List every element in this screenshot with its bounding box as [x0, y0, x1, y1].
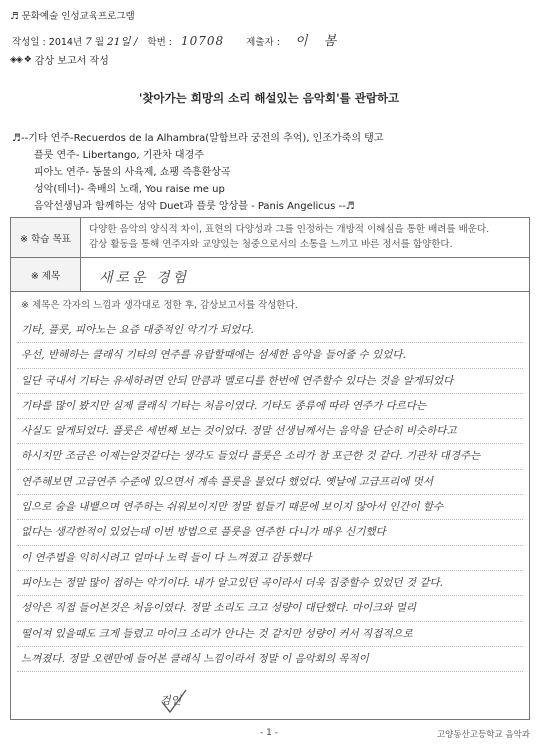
essay-line: 연주해보면 고급연주 수준에 있으면서 계속 플룻을 불었다 했었다. 옛날에 고급프리에 멋서	[17, 470, 523, 495]
stamp-text: 검인	[160, 694, 182, 707]
program-item: 성악(테너)- 축배의 노래, You raise me up	[34, 184, 225, 195]
program-title-text: 문화예술 인성교육프로그램	[21, 11, 135, 22]
essay-line: 기타를 많이 봤지만 실제 클래식 기타는 처음이였다. 기타도 종류에 따라 연주가 다르다는	[17, 394, 523, 419]
goal-label: ※ 학습 목표	[11, 218, 81, 257]
student-number-label: 학번 :	[147, 37, 172, 48]
section-label	[10, 52, 109, 67]
goal-text	[81, 218, 529, 257]
program-title	[10, 8, 135, 22]
date-label: 작성일 : 2014년	[12, 37, 83, 48]
essay-line: 떨어져 있을때도 크게 들렸고 마이크 소리가 안나는 것 같지만 성량이 커서 직접적으로	[17, 622, 523, 647]
page-number: - 1 -	[260, 728, 278, 738]
date-month: 7	[85, 36, 92, 48]
student-number: 10708	[180, 34, 225, 48]
essay-instruction: ※ 제목은 각자의 느낌과 생각대로 정한 후, 감상보고서를 작성한다.	[21, 300, 298, 311]
meta-row	[12, 30, 342, 49]
date-day: 21일 /	[107, 36, 138, 48]
report-title: '찾아가는 희망의 소리 해설있는 음악회'를 관람하고	[138, 91, 400, 105]
essay-line: 우선, 반해하는 클래식 기타의 연주를 유랍할때에는 섬세한 음악을 들어줄 수 있었다.	[17, 343, 523, 368]
program-item: 플룻 연주- Libertango, 기관차 대경주	[34, 150, 204, 161]
essay-line: 없다는 생각한적이 있었는데 이번 방법으로 플룻을 연주한 다니가 매우 신기했다	[17, 520, 523, 545]
essay-line: 사실도 알게되었다. 플룻은 세번째 보는 것이었다. 정말 선생님께서는 음악을 단순히 비슷하다고	[17, 419, 523, 444]
essay-line: 기타, 플룻, 피아노는 요즘 대중적인 악기가 되었다.	[17, 318, 523, 343]
program-list	[12, 130, 383, 215]
essay-line: 피아노는 정말 많이 접하는 악기이다. 내가 알고있던 곡이라서 더욱 집중할수 있었던 것 같다.	[17, 571, 523, 596]
essay-line: 일단 국내서 기타는 유세하려면 안되 만큼과 멜로디를 한번에 연주할수 있다는 것을 알게되었다	[17, 369, 523, 394]
essay-line: 성악은 직접 들어본것은 처음이였다. 정말 소리도 크고 성량이 대단했다. 마이크와 멀리	[17, 596, 523, 621]
subject-value: 새로운 경험	[99, 270, 190, 286]
program-item: ♬--기타 연주-Recuerdos de la Alhambra(알함브라 궁전의 추억), 인조가죽의 탱고	[12, 133, 384, 144]
music-note-icon: ♬	[10, 11, 19, 22]
submitter-label: 제출자 :	[246, 37, 280, 48]
submitter-name: 이 봄	[294, 34, 343, 49]
school-name: 고양동산고등학교 음악과	[436, 730, 530, 740]
essay-lines	[17, 318, 523, 672]
section-label-text: 감상 보고서 작성	[34, 56, 109, 67]
subject-row	[11, 258, 529, 292]
subject-label: ※ 제목	[11, 258, 81, 291]
goal-row	[11, 218, 529, 258]
essay-line: 이 연주법을 익히시려고 얼마나 노력 들이 다 느껴졌고 감동했다	[17, 546, 523, 571]
report-table	[10, 217, 530, 720]
month-label: 월	[94, 37, 105, 48]
goal-line: 감상 활동을 통해 연주자와 교양있는 청중으로서의 소통을 느끼고 바른 정서를 함양한다.	[89, 239, 453, 250]
goal-line: 다양한 음악의 양식적 차이, 표현의 다양성과 그를 인정하는 개방적 이해심을 통한 배려를 배운다.	[89, 224, 490, 235]
essay-area	[11, 292, 529, 719]
program-item: 음악선생님과 함께하는 성악 Duet과 플룻 앙상블 - Panis Angelicus --♬	[34, 201, 355, 212]
essay-line: 느껴졌다. 정말 오랜만에 들어본 클래식 느낌이라서 정말 이 음악회의 목적이	[17, 647, 523, 672]
essay-line: 입으로 숨을 내뱉으며 연주하는 쉬워보이지만 정말 힘들기 때문에 보이지 않아서 인간이 할수	[17, 495, 523, 520]
teacher-stamp	[158, 688, 188, 716]
essay-line: 하시지만 조금은 이제는알것같다는 생각도 들었다 플룻은 소리가 참 포근한 것 같다. 기관차 대경주는	[17, 444, 523, 469]
diamond-icon: ◈◈ ❖	[10, 54, 31, 65]
program-item: 피아노 연주- 동물의 사육제, 쇼팽 즉흥환상곡	[34, 167, 231, 178]
